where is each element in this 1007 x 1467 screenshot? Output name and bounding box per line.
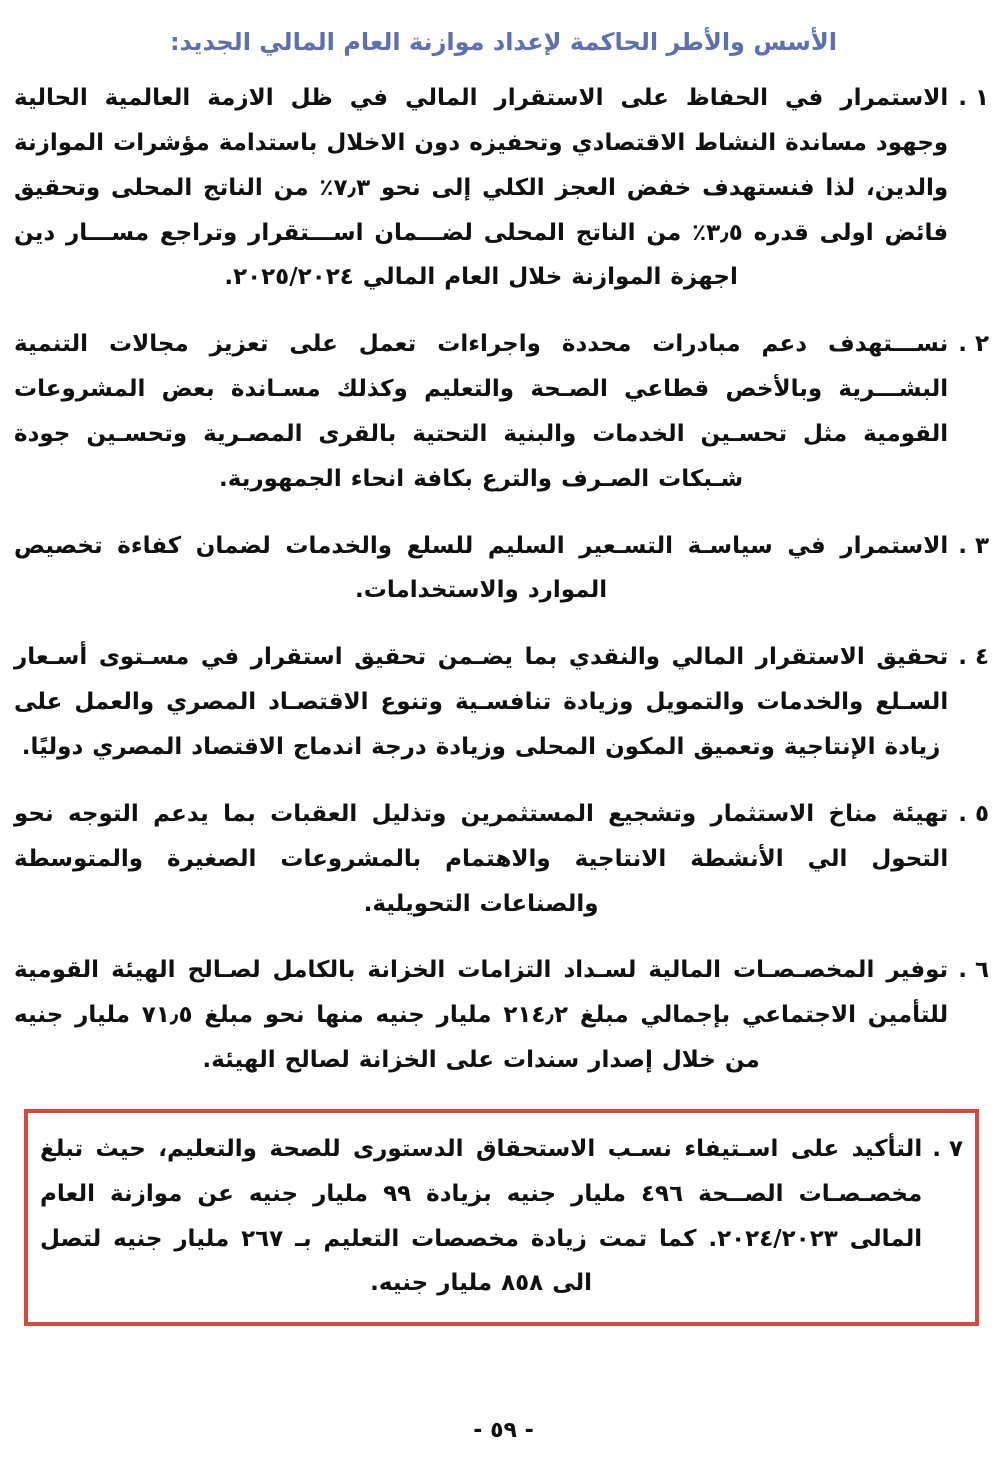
list-item-text: توفير المخصـصـات المالية لسـداد التزامات الخزانة بالكامل لصـالح الهيئة القومية للتأمين الاجتماعي بإجمالي مبلغ ٢١٤٫٢ مليار جنيه منها نحو مبلغ ٧١٫٥ مليار جنيه من خلال إصدار سندات على الخزانة لصالح الهيئة. — [14, 957, 949, 1074]
page-title: الأسس والأطر الحاكمة لإعداد موازنة العام المالي الجديد: — [170, 28, 837, 56]
list-item-marker: ٥ . — [958, 800, 989, 827]
numbered-list — [0, 76, 1007, 1326]
list-item — [14, 524, 989, 614]
list-item-text: الاستمرار في الحفاظ على الاستقرار المالي في ظل الازمة العالمية الحالية وجهود مساندة النشاط الاقتصادي وتحفيزه دون الاخلال باستدامة مؤشرات الموازنة والدين، لذا فنستهدف خفض العجز الكلي إلى نحو ٧٫٣٪ من الناتج المحلى وتحقيق فائض اولى قدره ٣٫٥٪ من الناتج المحلى لضـــمان اســـتقرار وتراجع مســـار دين اجهزة الموازنة خلال العام المالي ٢٠٢٥/٢٠٢٤. — [14, 85, 949, 291]
list-item — [14, 635, 989, 770]
list-item-marker: ٣ . — [958, 532, 989, 559]
list-item-marker: ١ . — [958, 85, 989, 111]
list-item-marker: ٧ . — [932, 1135, 963, 1162]
list-item-marker: ٦ . — [958, 957, 989, 984]
list-item — [14, 76, 989, 300]
page-number: ‐ ٥٩ ‐ — [473, 1418, 534, 1443]
list-item-marker: ٤ . — [958, 644, 989, 671]
list-item-text: الاستمرار في سياسـة التسـعير السليم للسلع والخدمات لضمان كفاءة تخصيص الموارد والاستخدامات. — [14, 532, 949, 604]
list-item-text: التأكيد على اسـتيفاء نسـب الاستحقاق الدستورى للصحة والتعليم، حيث تبلغ مخصـصـات الصــحة ٤٩٦ مليار جنيه بزيادة ٩٩ مليار جنيه عن موازنة العام المالى ٢٠٢٤/٢٠٢٣. كما تمت زيادة مخصصات التعليم بـ ٢٦٧ مليار جنيه لتصل الى ٨٥٨ مليار جنيه. — [40, 1135, 923, 1297]
list-item — [14, 322, 989, 501]
list-item — [14, 948, 989, 1083]
list-item-text: تهيئة مناخ الاستثمار وتشجيع المستثمرين وتذليل العقبات بما يدعم التوجه نحو التحول الي الأنشطة الانتاجية والاهتمام بالمشروعات الصغيرة والمتوسطة والصناعات التحويلية. — [14, 800, 949, 917]
list-item-text: نســـتهدف دعم مبادرات محددة واجراءات تعمل على تعزيز مجالات التنمية البشـــرية وبالأخص قطاعي الصـحة والتعليم وكذلك مسـاندة بعض المشروعات القومية مثل تحسـين الخدمات والبنية التحتية بالقرى المصـرية وتحسـين جودة شـبكات الصـرف والترع بكافة انحاء الجمهورية. — [14, 331, 949, 492]
list-item — [40, 1127, 963, 1306]
list-item-text: تحقيق الاستقرار المالي والنقدي بما يضـمن تحقيق استقرار في مسـتوى أسـعار السـلع والخدمات والتمويل وزيادة تنافسـية وتنوع الاقتصـاد المصري والعمل على زيادة الإنتاجية وتعميق المكون المحلى وزيادة درجة اندماج الاقتصاد المصري دوليًا. — [14, 644, 949, 760]
list-item — [14, 792, 989, 927]
highlighted-callout-box — [24, 1109, 979, 1326]
list-item-marker: ٢ . — [958, 331, 989, 358]
